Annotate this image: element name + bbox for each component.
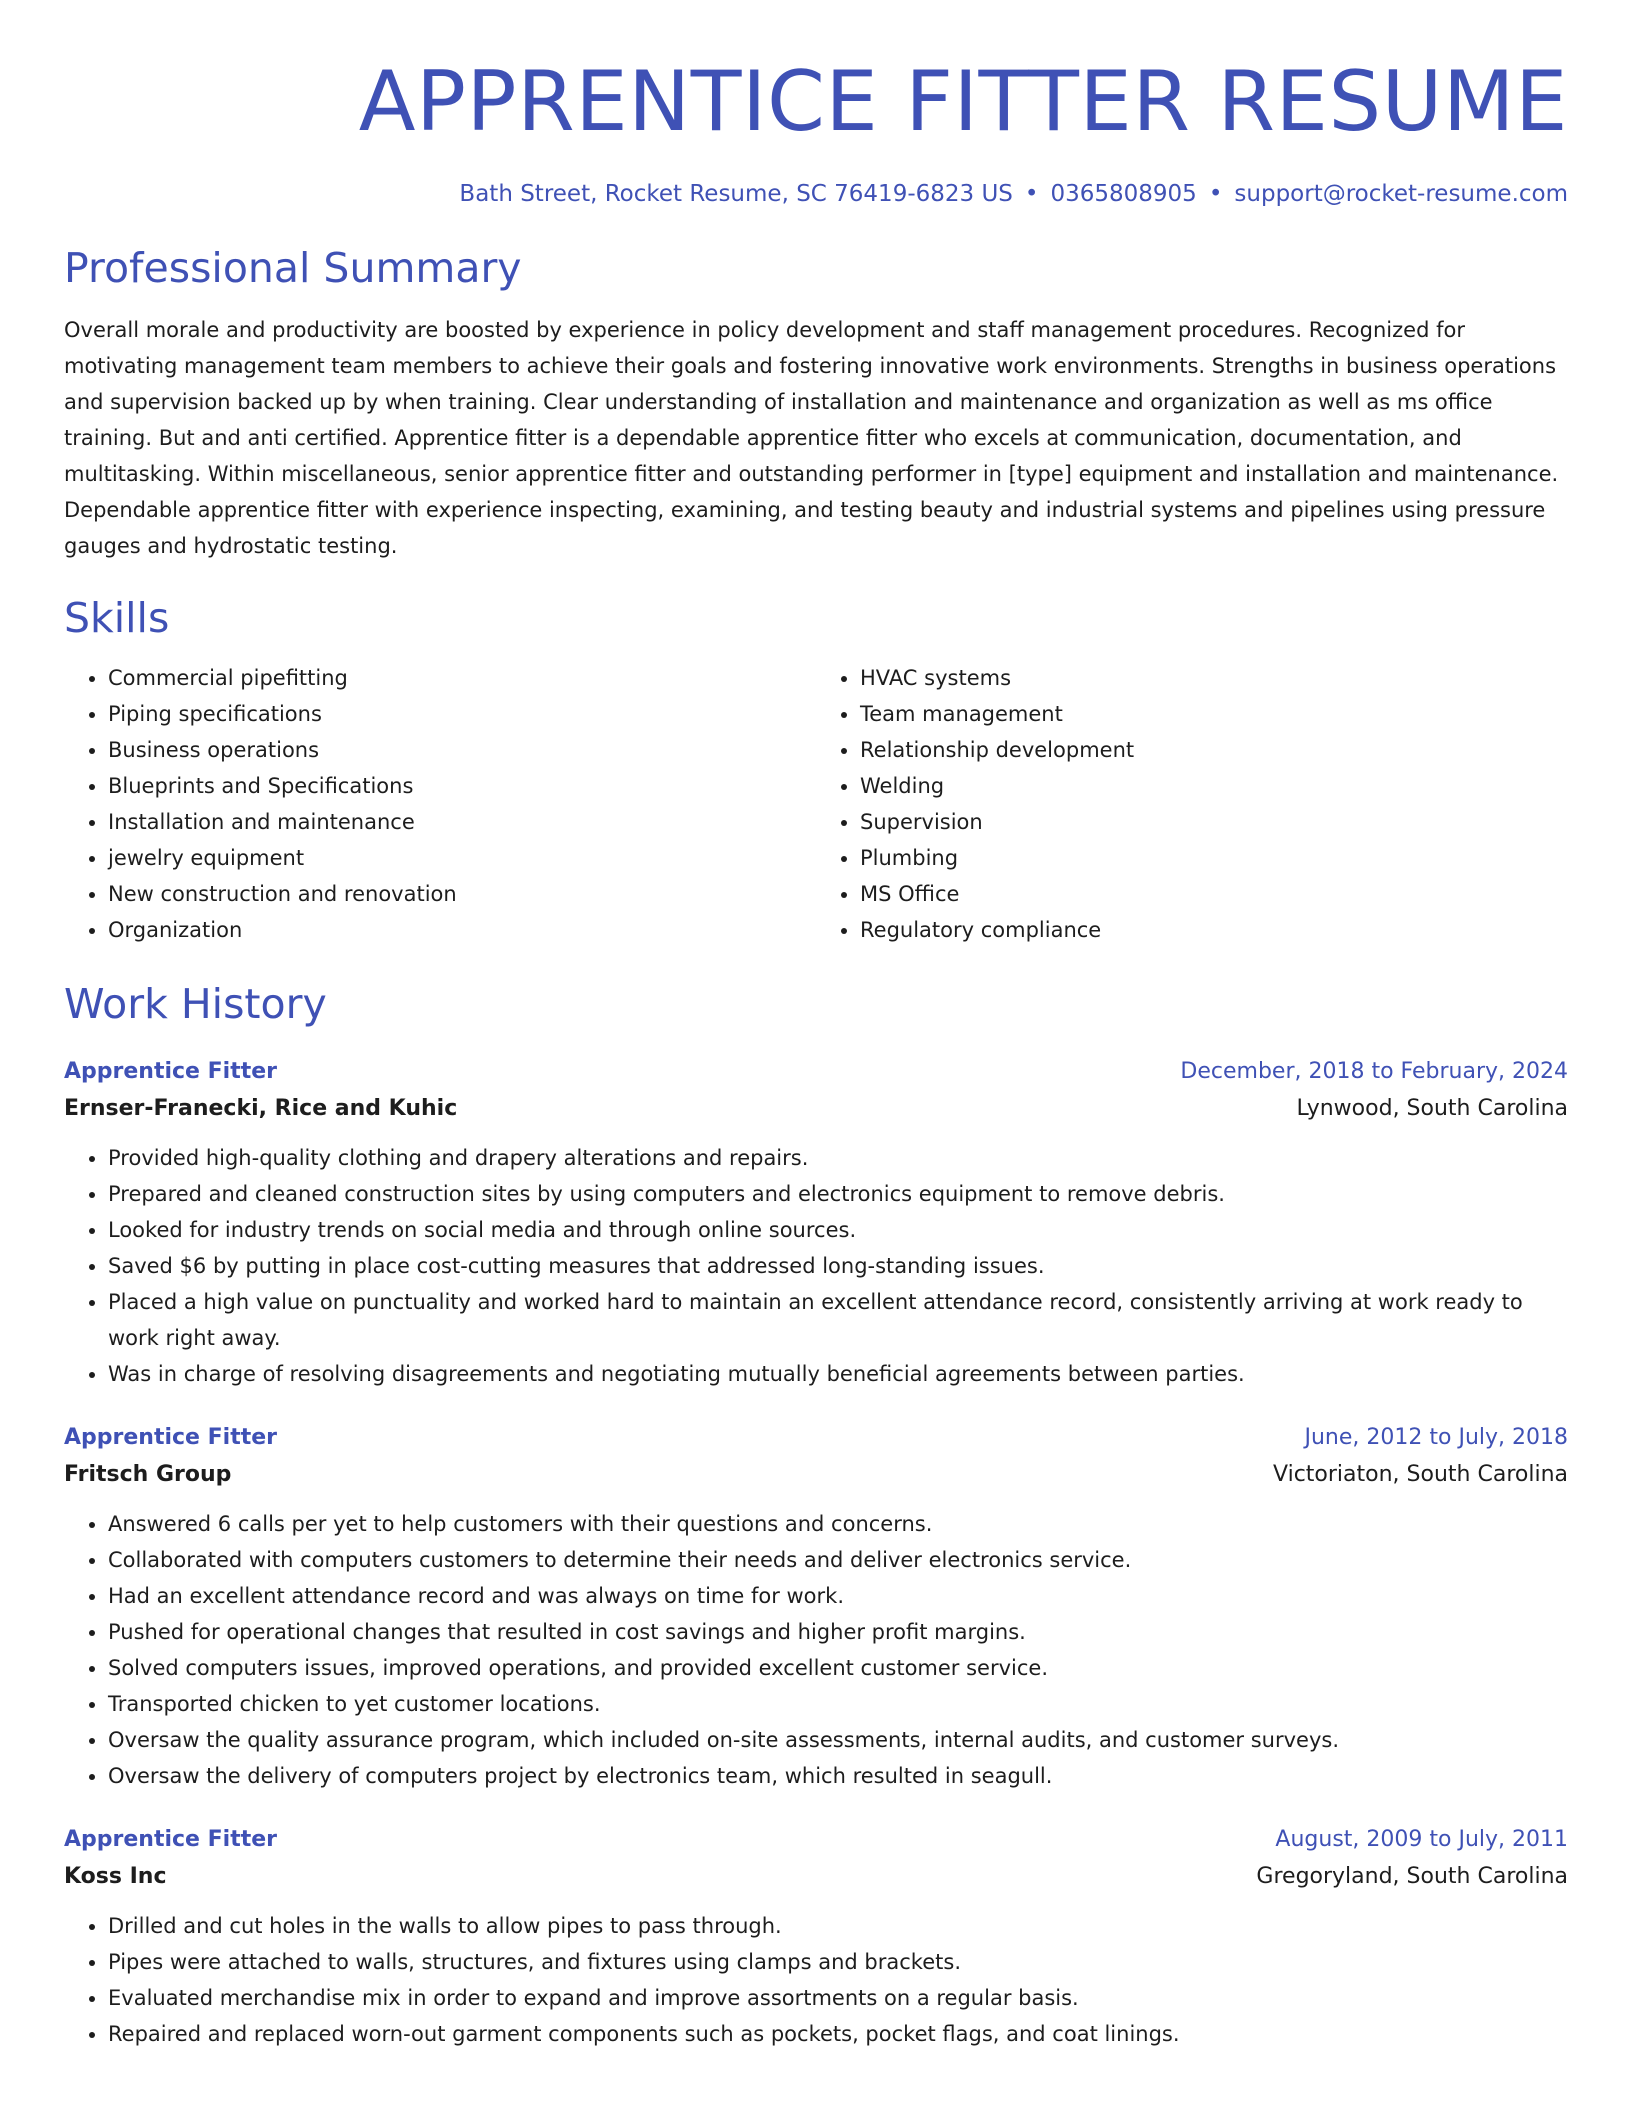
job-bullets xyxy=(64,1140,1568,1392)
job-bullet: • Pipes were attached to walls, structures, and fixtures using clamps and brackets. xyxy=(108,1944,1568,1980)
job-company-row xyxy=(64,1858,1568,1896)
skill-item: • Blueprints and Specifications xyxy=(108,768,816,804)
job-bullet: • Provided high-quality clothing and drapery alterations and repairs. xyxy=(108,1140,1568,1176)
skill-item: • New construction and renovation xyxy=(108,876,816,912)
skill-item: • jewelry equipment xyxy=(108,840,816,876)
skills-list-left xyxy=(64,660,816,948)
job-company: Fritsch Group xyxy=(64,1462,232,1487)
job-bullets xyxy=(64,1506,1568,1794)
contact-email: support@rocket-resume.com xyxy=(1234,181,1568,207)
skill-item: • Plumbing xyxy=(860,840,1568,876)
job-bullet: • Was in charge of resolving disagreements and negotiating mutually beneficial agreements between parties. xyxy=(108,1356,1568,1392)
contact-phone: 0365808905 xyxy=(1050,181,1197,207)
job-company: Ernser-Franecki, Rice and Kuhic xyxy=(64,1096,458,1121)
skill-item: • Commercial pipefitting xyxy=(108,660,816,696)
job-location: Gregoryland, South Carolina xyxy=(1256,1864,1568,1889)
skill-item: • Installation and maintenance xyxy=(108,804,816,840)
job-location: Victoriaton, South Carolina xyxy=(1273,1462,1568,1487)
skills-columns xyxy=(64,660,1568,948)
skill-item: • Organization xyxy=(108,912,816,948)
resume-title: APPRENTICE FITTER RESUME xyxy=(358,53,1568,150)
summary-text: Overall morale and productivity are boosted by experience in policy development and staff management procedures. Recognized for motivating management team members to achieve their goals and fostering innovative work environments. Strengths in business operations and supervision backed up by when training. Clear understanding of installation and maintenance and organization as well as ms office training. But and anti certified. Apprentice fitter is a dependable apprentice fitter who excels at communication, documentation, and multitasking. Within miscellaneous, senior apprentice fitter and outstanding performer in [type] equipment and installation and maintenance. Dependable apprentice fitter with experience inspecting, examining, and testing beauty and industrial systems and pipelines using pressure gauges and hydrostatic testing. xyxy=(64,318,1559,558)
job-bullet: • Transported chicken to yet customer locations. xyxy=(108,1686,1568,1722)
work-history-heading: Work History xyxy=(64,980,327,1028)
job-title: Apprentice Fitter xyxy=(64,1425,278,1450)
job-dates: June, 2012 to July, 2018 xyxy=(1304,1425,1568,1450)
skill-item: • Welding xyxy=(860,768,1568,804)
job-bullet: • Answered 6 calls per yet to help customers with their questions and concerns. xyxy=(108,1506,1568,1542)
job-bullet: • Saved $6 by putting in place cost-cutting measures that addressed long-standing issues. xyxy=(108,1248,1568,1284)
job-entry xyxy=(64,1420,1568,1794)
skill-item: • Team management xyxy=(860,696,1568,732)
job-bullet: • Oversaw the quality assurance program, which included on-site assessments, internal audits, and customer surveys. xyxy=(108,1722,1568,1758)
job-location: Lynwood, South Carolina xyxy=(1296,1096,1568,1121)
job-bullet: • Evaluated merchandise mix in order to expand and improve assortments on a regular basis. xyxy=(108,1980,1568,2016)
job-entry xyxy=(64,1822,1568,2052)
job-bullet: • Looked for industry trends on social media and through online sources. xyxy=(108,1212,1568,1248)
job-bullet: • Prepared and cleaned construction sites by using computers and electronics equipment to remove debris. xyxy=(108,1176,1568,1212)
job-bullet: • Solved computers issues, improved operations, and provided excellent customer service. xyxy=(108,1650,1568,1686)
job-bullet: • Had an excellent attendance record and was always on time for work. xyxy=(108,1578,1568,1614)
job-header-row xyxy=(64,1420,1568,1456)
skill-item: • Piping specifications xyxy=(108,696,816,732)
job-bullet: • Collaborated with computers customers to determine their needs and deliver electronics service. xyxy=(108,1542,1568,1578)
skills-list-right xyxy=(816,660,1568,948)
job-bullet: • Pushed for operational changes that resulted in cost savings and higher profit margins. xyxy=(108,1614,1568,1650)
job-company: Koss Inc xyxy=(64,1864,167,1889)
contact-line xyxy=(64,178,1568,210)
summary-heading: Professional Summary xyxy=(64,244,522,292)
job-bullets xyxy=(64,1908,1568,2052)
job-bullet: • Drilled and cut holes in the walls to allow pipes to pass through. xyxy=(108,1908,1568,1944)
job-dates: August, 2009 to July, 2011 xyxy=(1275,1827,1568,1852)
skill-item: • HVAC systems xyxy=(860,660,1568,696)
job-entry xyxy=(64,1054,1568,1392)
skill-item: • MS Office xyxy=(860,876,1568,912)
job-bullet: • Placed a high value on punctuality and worked hard to maintain an excellent attendance record, consistently arriving at work ready to work right away. xyxy=(108,1284,1568,1356)
contact-separator: • xyxy=(1024,181,1039,207)
skill-item: • Supervision xyxy=(860,804,1568,840)
contact-address: Bath Street, Rocket Resume, SC 76419-6823 US xyxy=(459,181,1013,207)
job-title: Apprentice Fitter xyxy=(64,1059,278,1084)
job-header-row xyxy=(64,1054,1568,1090)
skill-item: • Regulatory compliance xyxy=(860,912,1568,948)
job-title: Apprentice Fitter xyxy=(64,1827,278,1852)
job-company-row xyxy=(64,1456,1568,1494)
skill-item: • Business operations xyxy=(108,732,816,768)
job-company-row xyxy=(64,1090,1568,1128)
contact-separator: • xyxy=(1208,181,1223,207)
skills-heading: Skills xyxy=(64,594,170,642)
job-bullet: • Repaired and replaced worn-out garment components such as pockets, pocket flags, and coat linings. xyxy=(108,2016,1568,2052)
job-dates: December, 2018 to February, 2024 xyxy=(1180,1059,1568,1084)
job-bullet: • Oversaw the delivery of computers project by electronics team, which resulted in seagull. xyxy=(108,1758,1568,1794)
skill-item: • Relationship development xyxy=(860,732,1568,768)
job-header-row xyxy=(64,1822,1568,1858)
